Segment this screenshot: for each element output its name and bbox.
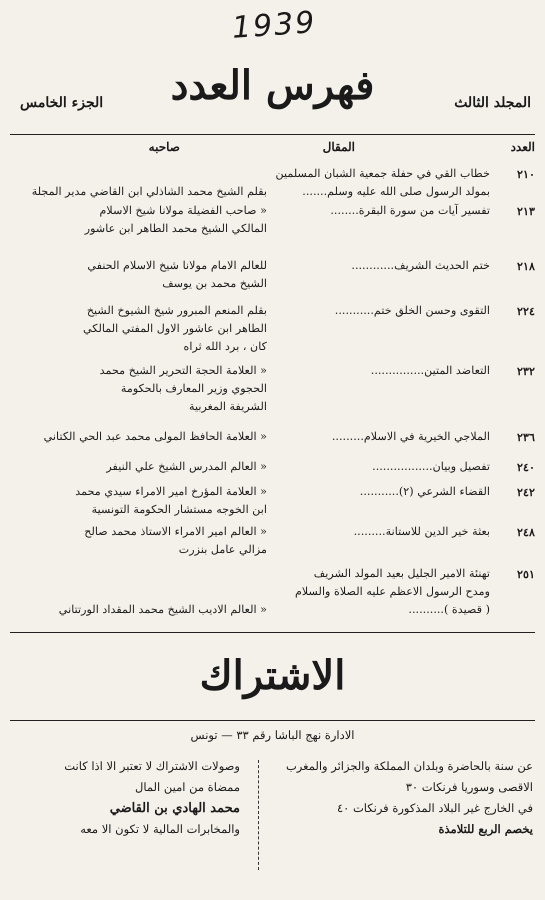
rate-line: يخصم الربع للتلامذة [438,822,533,836]
handwritten-year: 1939 [230,5,318,46]
column-header-number: العدد [510,140,535,154]
treasurer-name: محمد الهادي بن القاضي [109,801,240,816]
article-title: تهنئة الامير الجليل بعيد المولد الشريف ومدح الرسول الاعظم عليه الصلاة والسلام ( قصيدة ).......... [294,567,490,616]
rate-line: الاقصى وسوريا فرنكات ٣٠ [405,780,533,794]
administration-address: الادارة نهج الباشا رقم ٣٣ — تونس [190,728,355,742]
toc-row [10,257,535,302]
toc-row [10,483,535,523]
note-line: وصولات الاشتراك لا تعتبر الا اذا كانت [64,759,240,773]
page-title: فهرس العدد [170,62,375,109]
article-title: ختم الحديث الشريف............ [351,259,490,272]
page-number: ٢١٨ [516,259,535,273]
article-author: للعالم الامام مولانا شيخ الاسلام الحنفي الشيخ محمد بن يوسف [87,259,267,290]
article-author: بقلم الشيخ محمد الشاذلي ابن القاضي مدير المجلة [31,185,267,198]
page-number: ٢٥١ [516,567,535,581]
column-divider [258,760,259,870]
subscription-rates [251,756,533,840]
toc-row [10,302,535,362]
subscription-notes [12,756,240,840]
article-author: « صاحب الفضيلة مولانا شيخ الاسلام المالكي الشيخ محمد الطاهر ابن عاشور [84,204,267,235]
article-author: « العلامة الحجة التحرير الشيخ محمد الحجوي وزير المعارف بالحكومة الشريفة المغربية [99,364,267,413]
subscription-rule [10,720,535,721]
note-line: والمخابرات المالية لا تكون الا معه [80,822,240,836]
page-number: ٢٣٦ [516,430,535,444]
article-title: التقوى وحسن الخلق ختم........... [334,304,490,317]
page-number: ٢١٣ [516,204,535,218]
part-label: الجزء الخامس [20,95,104,111]
toc-row [10,428,535,458]
page-number: ٢٤٠ [516,460,535,474]
toc-header [10,140,535,160]
section-rule [10,632,535,633]
page-number: ٢٤٨ [516,525,535,539]
article-author: « العالم الاديب الشيخ محمد المقداد الورتتاني [58,603,267,616]
page-number: ٢٤٢ [516,485,535,499]
header-rule [10,134,535,135]
article-title: بعثة خير الدين للاستانة......... [353,525,490,538]
toc-row [10,362,535,428]
rate-line: في الخارج غير البلاد المذكورة فرنكات ٤٠ [336,801,533,815]
article-title: تفسير آيات من سورة البقرة........ [330,204,490,217]
toc-row [10,165,535,202]
page-number: ٢١٠ [516,167,535,181]
article-author: « العلامة الحافظ المولى محمد عبد الحي الكتاني [43,430,267,443]
volume-label: المجلد الثالث [454,95,531,111]
rate-line: عن سنة بالحاضرة وبلدان المملكة والجزائر والمغرب [285,759,533,773]
toc-row [10,458,535,483]
article-author: « العالم المدرس الشيخ علي النيفر [106,460,267,473]
article-title: تفصيل وبيان................. [372,460,490,473]
table-of-contents [10,165,535,625]
column-header-author: صاحبه [148,140,180,154]
toc-row [10,523,535,565]
article-title: الملاجي الخيرية في الاسلام......... [331,430,490,443]
toc-row [10,202,535,257]
article-author: بقلم المنعم المبرور شيخ الشيوخ الشيخ الطاهر ابن عاشور الاول المفتي المالكي كان ، برد الله ثراه [82,304,267,353]
toc-row [10,565,535,625]
page-number: ٢٢٤ [516,304,535,318]
page-number: ٢٣٢ [516,364,535,378]
article-author: « العالم امير الامراء الاستاذ محمد صالح مزالي عامل بنزرت [84,525,267,556]
article-title: التعاضد المتين............... [370,364,490,377]
subscription-title: الاشتراك [199,652,346,699]
article-author: « العلامة المؤرخ امير الامراء سيدي محمد ابن الخوجه مستشار الحكومة التونسية [75,485,267,516]
note-line: ممضاة من امين المال [135,780,240,794]
article-title: القضاء الشرعي (٢)........... [359,485,490,498]
article-title: خطاب القي في حفلة جمعية الشبان المسلمين بمولد الرسول صلى الله عليه وسلم....... [275,167,490,198]
column-header-article: المقال [322,140,355,154]
